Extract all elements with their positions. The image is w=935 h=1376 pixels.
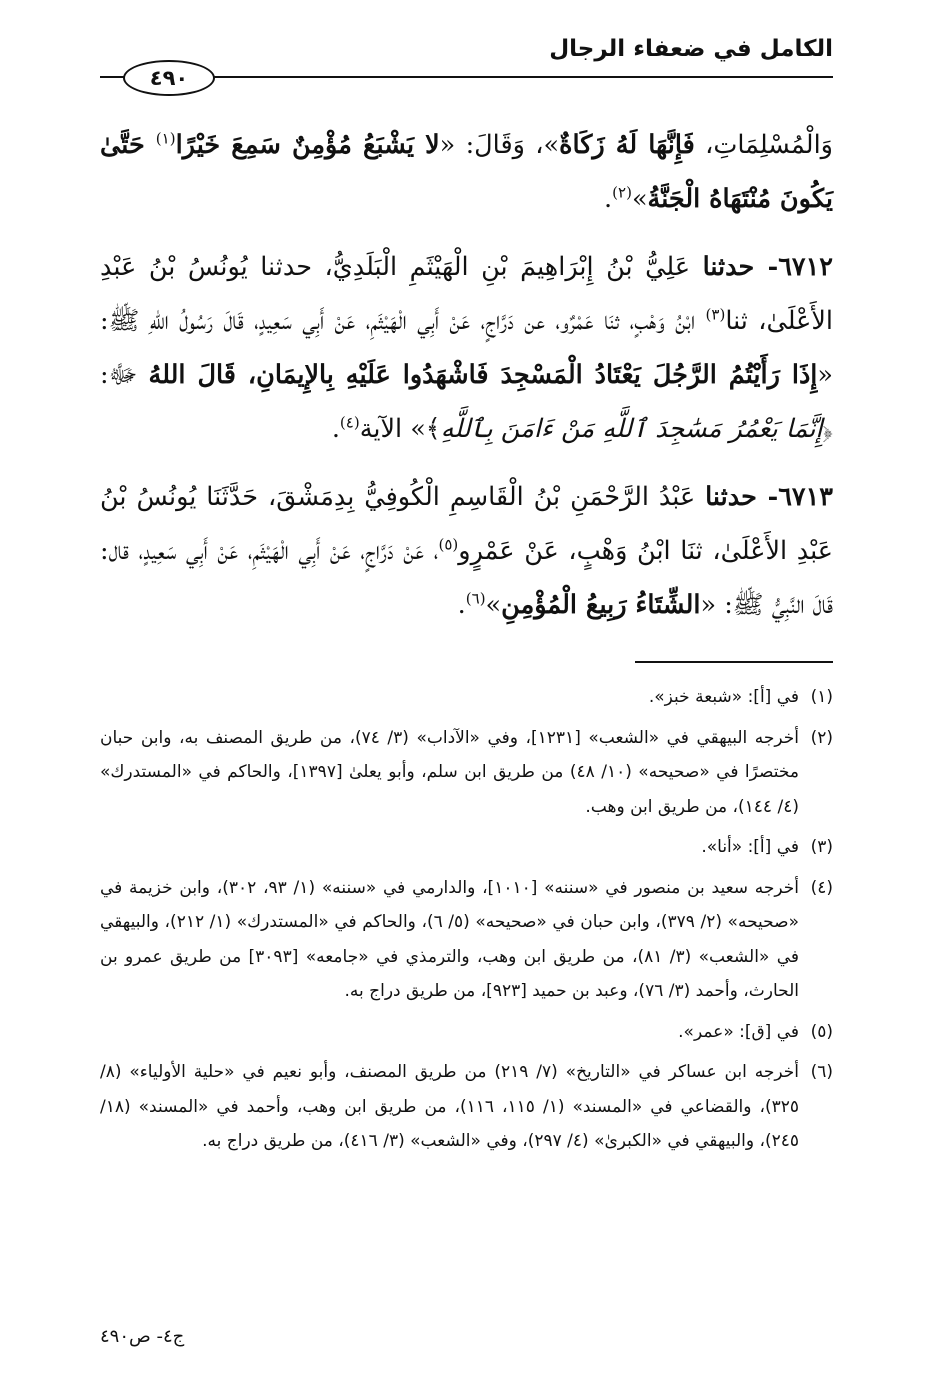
text-run: »، وَقَالَ: « (439, 130, 560, 160)
text-run: وَالْمُسْلِمَاتِ، (694, 130, 833, 160)
text-run: » (631, 184, 648, 214)
footnote-text: أخرجه البيهقي في «الشعب» [١٢٣١]، وفي «الآداب» (٣/ ٧٤)، من طريق المصنف به، وابن حبان مختصرًا في «صحيحه» (١٠/ ٤٨) من طريق ابن سلم، وأبو يعلىٰ [١٣٩٧]، والحاكم في «المستدرك» (٤/ ١٤٤)، من طريق ابن وهب. (100, 727, 799, 817)
text-run: ﴾» الآية (359, 414, 441, 444)
footnote-number: (٥) (810, 1021, 833, 1042)
running-header-title: الكامل في ضعفاء الرجال (549, 36, 833, 62)
footnote-ref: (٣) (705, 305, 726, 324)
hadith-entry-6713 (100, 470, 833, 632)
footnote-ref: (٤) (339, 413, 360, 432)
main-text (100, 118, 833, 632)
footnote-separator (635, 661, 833, 663)
footnote-ref: (١) (155, 129, 176, 148)
text-run: . (604, 184, 613, 214)
footnote-ref: (٥) (438, 535, 459, 554)
quran-verse: إِنَّمَا يَعْمُرُ مَسَٰجِدَ ٱللَّهِ مَنْ ءَامَنَ بِٱللَّهِ (440, 414, 823, 444)
footnote-number: (٤) (810, 877, 833, 898)
paragraph-continuation (100, 118, 833, 226)
footnote-number: (١) (810, 687, 833, 707)
page-number-badge: ٤٩٠ (123, 60, 215, 96)
footnote-number: (٦) (810, 1062, 833, 1082)
isnad-text: ابْنُ وَهْبٍ، ثنَا عَمْرٌو، عن دَرَّاجٍ، عَنْ أَبِي الْهَيْثَمِ، عَنْ أَبِي سَعِيدٍ، قَالَ رَسُولُ اللهِ ﷺ: « (100, 306, 834, 390)
text-run: . (457, 590, 466, 620)
footnote-ref: (٦) (465, 589, 486, 608)
entry-dash: - (756, 482, 779, 512)
footnote-text: أخرجه سعيد بن منصور في «سننه» [١٠١٠]، والدارمي في «سننه» (١/ ٩٣، ٣٠٢)، وابن خزيمة في «صحيحه» (٢/ ٣٧٩)، وابن حبان في «صحيحه» (٥/ ٦)، والحاكم في «المستدرك» (١/ ٢١٢)، والبيهقي في «الشعب» (٣/ ٨١)، من طريق ابن وهب، والترمذي في «جامعه» [٣٠٩٣] من طريق عمرو بن الحارث، وأحمد (٣/ ٧٦)، وعبد بن حميد [٩٢٣]، من طريق دراج به. (100, 877, 800, 1001)
hadith-entry-6712 (100, 240, 833, 456)
text-run: » (485, 590, 502, 620)
footnote-text: في [أ]: «أنا». (701, 837, 799, 857)
isnad-text: عَلِيُّ بْنُ إِبْرَاهِيمَ بْنِ الْهَيْثَمِ الْبَلَدِيُّ، حدثنا يُونُسُ بْنُ عَبْدِ الأَعْلَىٰ، ثنا (100, 252, 833, 336)
footnote-ref: (٢) (612, 183, 632, 202)
footnote-text: في [أ]: «شبعة خبز». (648, 687, 799, 707)
entry-number: ٦٧١٣ (778, 482, 833, 512)
isnad-text: ، عَنْ دَرَّاجٍ، عَنْ أَبِي الْهَيْثَمِ، عَنْ أَبِي سَعِيدٍ، قال: قَالَ النَّبِيُّ ﷺ: « (100, 536, 833, 620)
footnote-text: في [ق]: «عمر». (678, 1021, 799, 1042)
hadith-text: إِذَا رَأَيْتُمُ الرَّجُلَ يَعْتَادُ الْمَسْجِدَ فَاشْهَدُوا عَلَيْهِ بِالإِيمَانِ، قَالَ اللهُ (148, 360, 818, 390)
text-run: ﷻ: ﴿ (100, 360, 833, 444)
footnote-1 (100, 680, 833, 715)
footnote-5 (100, 1015, 833, 1050)
hadith-text: الشِّتَاءُ رَبِيعُ الْمُؤْمِنِ (501, 590, 701, 620)
entry-keyword: حدثنا (705, 482, 757, 512)
footnote-3 (100, 830, 833, 865)
hadith-text: لا يَشْبَعُ مُؤْمِنٌ سَمِعَ خَيْرًا (175, 130, 440, 160)
footnote-6 (100, 1055, 833, 1159)
footnote-4 (100, 871, 833, 1009)
entry-number: ٦٧١٢ (778, 252, 833, 282)
text-run: . (331, 414, 340, 444)
footnotes (100, 680, 833, 1165)
footnote-text: أخرجه ابن عساكر في «التاريخ» (٧/ ٢١٩) من طريق المصنف، وأبو نعيم في «حلية الأولياء» (٨/ ٣٢٥)، والقضاعي في «المسند» (١/ ١١٥، ١١٦)، من طريق ابن وهب، وأحمد في «المسند» (١٨/ ٢٤٥)، والبيهقي في «الكبرىٰ» (٤/ ٢٩٧)، وفي «الشعب» (٣/ ٤١٦)، من طريق دراج به. (100, 1062, 799, 1151)
page-footer: ج٤- ص٤٩٠ (100, 1326, 185, 1347)
footnote-number: (٢) (810, 727, 833, 748)
footnote-2 (100, 721, 833, 825)
entry-keyword: حدثنا (702, 252, 755, 282)
hadith-text: فَإِنَّهَا لَهُ زَكَاةٌ (559, 130, 695, 160)
footnote-number: (٣) (810, 837, 833, 857)
hadith-text: حَتَّىٰ يَكُونَ مُنْتَهَاهُ الْجَنَّةُ (100, 130, 833, 214)
isnad-text: عَبْدُ الرَّحْمَنِ بْنُ الْقَاسِمِ الْكُوفِيُّ بِدِمَشْقَ، حَدَّثَنَا يُونُسُ بْنُ عَبْدِ الأَعْلَىٰ، ثنَا ابْنُ وَهْبٍ، عَنْ عَمْرٍو (100, 482, 834, 566)
entry-dash: - (754, 252, 779, 282)
